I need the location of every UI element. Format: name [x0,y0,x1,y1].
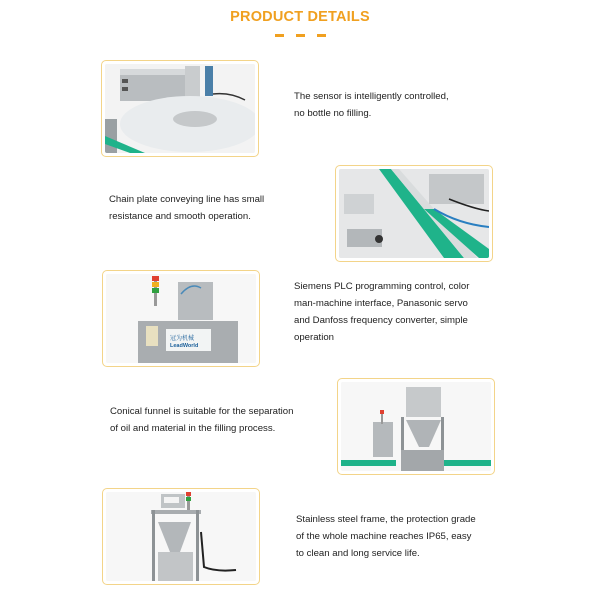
brand-label: 冠为机械 [170,336,195,342]
feature-3-text: Siemens PLC programming control, color man-machine interface, Panasonic servo and Danfoss frequency converter, simple operation [294,281,470,343]
feature-4-text: Conical funnel is suitable for the separation of oil and material in the filling process. [110,406,294,434]
stainless-frame-image [102,488,260,585]
conveyor-illustration [339,169,489,258]
frame-illustration [106,492,256,581]
conical-funnel-image [337,378,495,475]
dash [317,34,326,37]
chain-conveyor-image [335,165,493,262]
sensor-turntable-image [101,60,259,157]
page-title: PRODUCT DETAILS [230,9,370,25]
feature-5-text: Stainless steel frame, the protection grade of the whole machine reaches IP65, easy to clean and long service life. [296,514,476,559]
feature-1-text: The sensor is intelligently controlled, no bottle no filling. [294,91,449,119]
feature-2-text: Chain plate conveying line has small resistance and smooth operation. [109,194,265,222]
control-cabinet-image [102,270,260,367]
dash [275,34,284,37]
dash [296,34,305,37]
cabinet-illustration [106,274,256,363]
turntable-illustration [105,64,255,153]
title-underline-dashes [0,34,600,37]
svg-text:LeadWorld: LeadWorld [170,343,199,349]
funnel-illustration [341,382,491,471]
